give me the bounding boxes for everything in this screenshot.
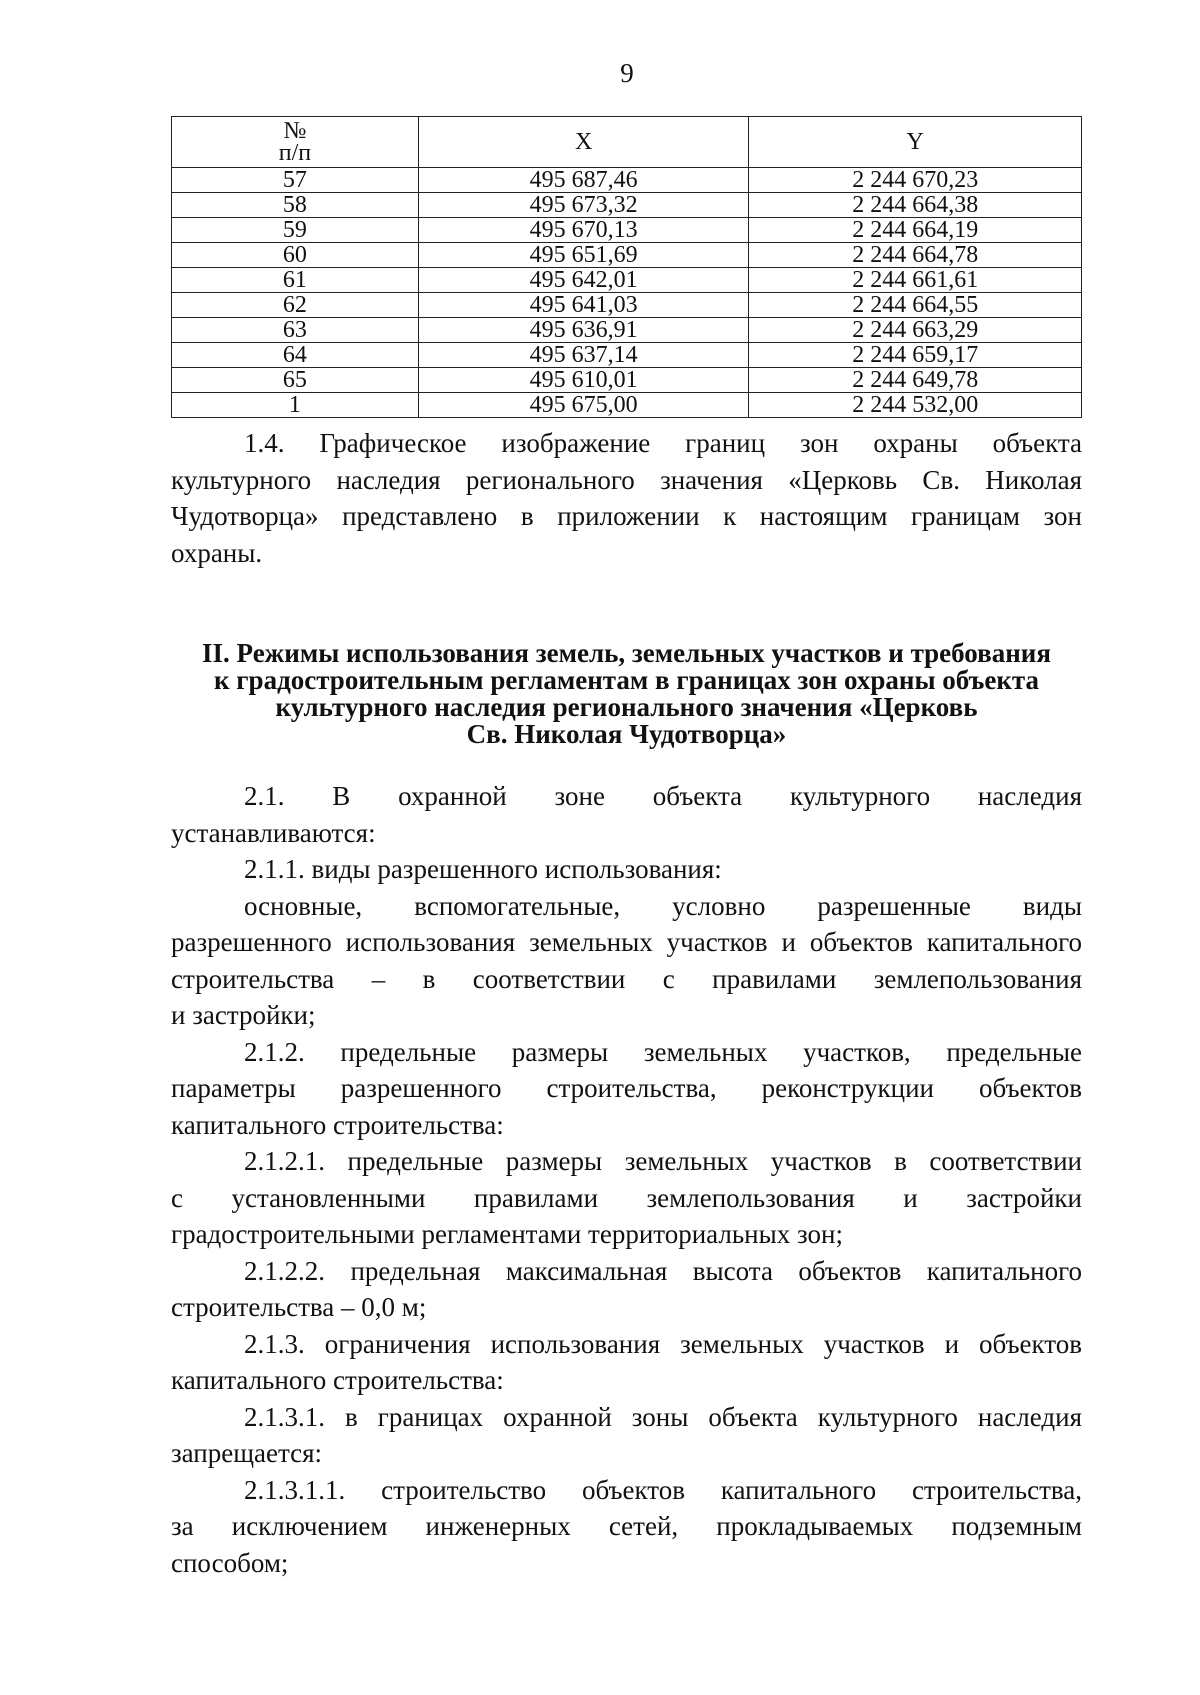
text-line: и застройки; bbox=[171, 1000, 316, 1030]
x-coordinate-cell: 495 636,91 bbox=[418, 318, 749, 343]
text-line: 2.1.1. виды разрешенного использования: bbox=[244, 854, 722, 884]
header-number-abbr: п/п bbox=[278, 140, 312, 166]
y-coordinate-cell: 2 244 663,29 bbox=[749, 318, 1082, 343]
y-coordinate-cell: 2 244 661,61 bbox=[749, 268, 1082, 293]
point-number-cell: 58 bbox=[172, 193, 419, 218]
text-line: с установленными правилами землепользования и застройки bbox=[171, 1182, 1082, 1213]
heading-line: к градостроительным регламентам в границах зон охраны объекта bbox=[213, 665, 1039, 695]
text-line: 2.1.3.1. в границах охранной зоны объекта культурного наследия bbox=[244, 1401, 1082, 1432]
y-coordinate-cell: 2 244 664,78 bbox=[749, 243, 1082, 268]
x-coordinate-cell: 495 675,00 bbox=[418, 393, 749, 418]
point-number-cell: 61 bbox=[172, 268, 419, 293]
text-line: градостроительными регламентами территориальных зон; bbox=[171, 1219, 843, 1249]
y-coordinate-cell: 2 244 532,00 bbox=[749, 393, 1082, 418]
text-line: 2.1.2.1. предельные размеры земельных участков в соответствии bbox=[244, 1146, 1082, 1176]
text-line: 2.1.3. ограничения использования земельных участков и объектов bbox=[244, 1328, 1082, 1359]
point-number-cell: 59 bbox=[172, 218, 419, 243]
y-coordinate-cell: 2 244 659,17 bbox=[749, 343, 1082, 368]
x-coordinate-cell: 495 637,14 bbox=[418, 343, 749, 368]
table-row bbox=[172, 393, 1082, 418]
table-row bbox=[172, 343, 1082, 368]
header-x: X bbox=[418, 117, 749, 168]
text-line: охраны. bbox=[171, 537, 263, 568]
page-number: 9 bbox=[620, 58, 634, 88]
heading-line: II. Режимы использования земель, земельных участков и требования bbox=[202, 638, 1051, 668]
text-line: 2.1. В охранной зоне объекта культурного наследия bbox=[244, 781, 1082, 811]
text-line: запрещается: bbox=[171, 1438, 323, 1468]
text-line: устанавливаются: bbox=[171, 817, 376, 848]
text-line: основные, вспомогательные, условно разрешенные виды bbox=[244, 890, 1082, 921]
text-line: строительства – 0,0 м; bbox=[171, 1292, 427, 1322]
y-coordinate-cell: 2 244 664,38 bbox=[749, 193, 1082, 218]
text-line: параметры разрешенного строительства, реконструкции объектов bbox=[171, 1073, 1082, 1103]
y-coordinate-cell: 2 244 649,78 bbox=[749, 368, 1082, 393]
text-line: 2.1.2. предельные размеры земельных участков, предельные bbox=[244, 1036, 1082, 1067]
section-heading bbox=[171, 640, 1082, 748]
y-coordinate-cell: 2 244 670,23 bbox=[749, 168, 1082, 193]
table-row bbox=[172, 243, 1082, 268]
text-line: разрешенного использования земельных участков и объектов капитального bbox=[171, 927, 1082, 957]
point-number-cell: 63 bbox=[172, 318, 419, 343]
table-row bbox=[172, 368, 1082, 393]
point-number-cell: 57 bbox=[172, 168, 419, 193]
text-line: 2.1.2.2. предельная максимальная высота объектов капитального bbox=[244, 1255, 1082, 1286]
table-header-row bbox=[172, 117, 1082, 168]
text-line: за исключением инженерных сетей, прокладываемых подземным bbox=[171, 1511, 1082, 1541]
point-number-cell: 62 bbox=[172, 293, 419, 318]
table-row bbox=[172, 268, 1082, 293]
y-coordinate-cell: 2 244 664,19 bbox=[749, 218, 1082, 243]
y-coordinate-cell: 2 244 664,55 bbox=[749, 293, 1082, 318]
text-line: Чудотворца» представлено в приложении к настоящим границам зон bbox=[171, 501, 1082, 531]
x-coordinate-cell: 495 673,32 bbox=[418, 193, 749, 218]
header-y: Y bbox=[749, 117, 1082, 168]
text-line: 1.4. Графическое изображение границ зон охраны объекта bbox=[244, 428, 1082, 458]
text-line: капитального строительства: bbox=[171, 1109, 504, 1140]
text-line: 2.1.3.1.1. строительство объектов капитального строительства, bbox=[244, 1474, 1082, 1505]
point-number-cell: 65 bbox=[172, 368, 419, 393]
point-number-cell: 64 bbox=[172, 343, 419, 368]
paragraph-1-4 bbox=[171, 425, 1082, 571]
coordinates-table bbox=[171, 116, 1082, 418]
header-number-symbol: № bbox=[283, 118, 307, 144]
point-number-cell: 60 bbox=[172, 243, 419, 268]
text-line: капитального строительства: bbox=[171, 1365, 504, 1395]
x-coordinate-cell: 495 687,46 bbox=[418, 168, 749, 193]
text-line: способом; bbox=[171, 1547, 289, 1578]
heading-line: культурного наследия регионального значения «Церковь bbox=[275, 692, 978, 722]
x-coordinate-cell: 495 641,03 bbox=[418, 293, 749, 318]
table-row bbox=[172, 168, 1082, 193]
x-coordinate-cell: 495 642,01 bbox=[418, 268, 749, 293]
header-number bbox=[172, 117, 419, 168]
x-coordinate-cell: 495 651,69 bbox=[418, 243, 749, 268]
table-row bbox=[172, 318, 1082, 343]
x-coordinate-cell: 495 670,13 bbox=[418, 218, 749, 243]
section-body bbox=[171, 778, 1082, 1581]
text-line: строительства – в соответствии с правилами землепользования bbox=[171, 963, 1082, 994]
table-row bbox=[172, 218, 1082, 243]
table-row bbox=[172, 193, 1082, 218]
x-coordinate-cell: 495 610,01 bbox=[418, 368, 749, 393]
point-number-cell: 1 bbox=[172, 393, 419, 418]
text-line: культурного наследия регионального значения «Церковь Св. Николая bbox=[171, 464, 1082, 495]
heading-line: Св. Николая Чудотворца» bbox=[466, 719, 787, 749]
table-row bbox=[172, 293, 1082, 318]
